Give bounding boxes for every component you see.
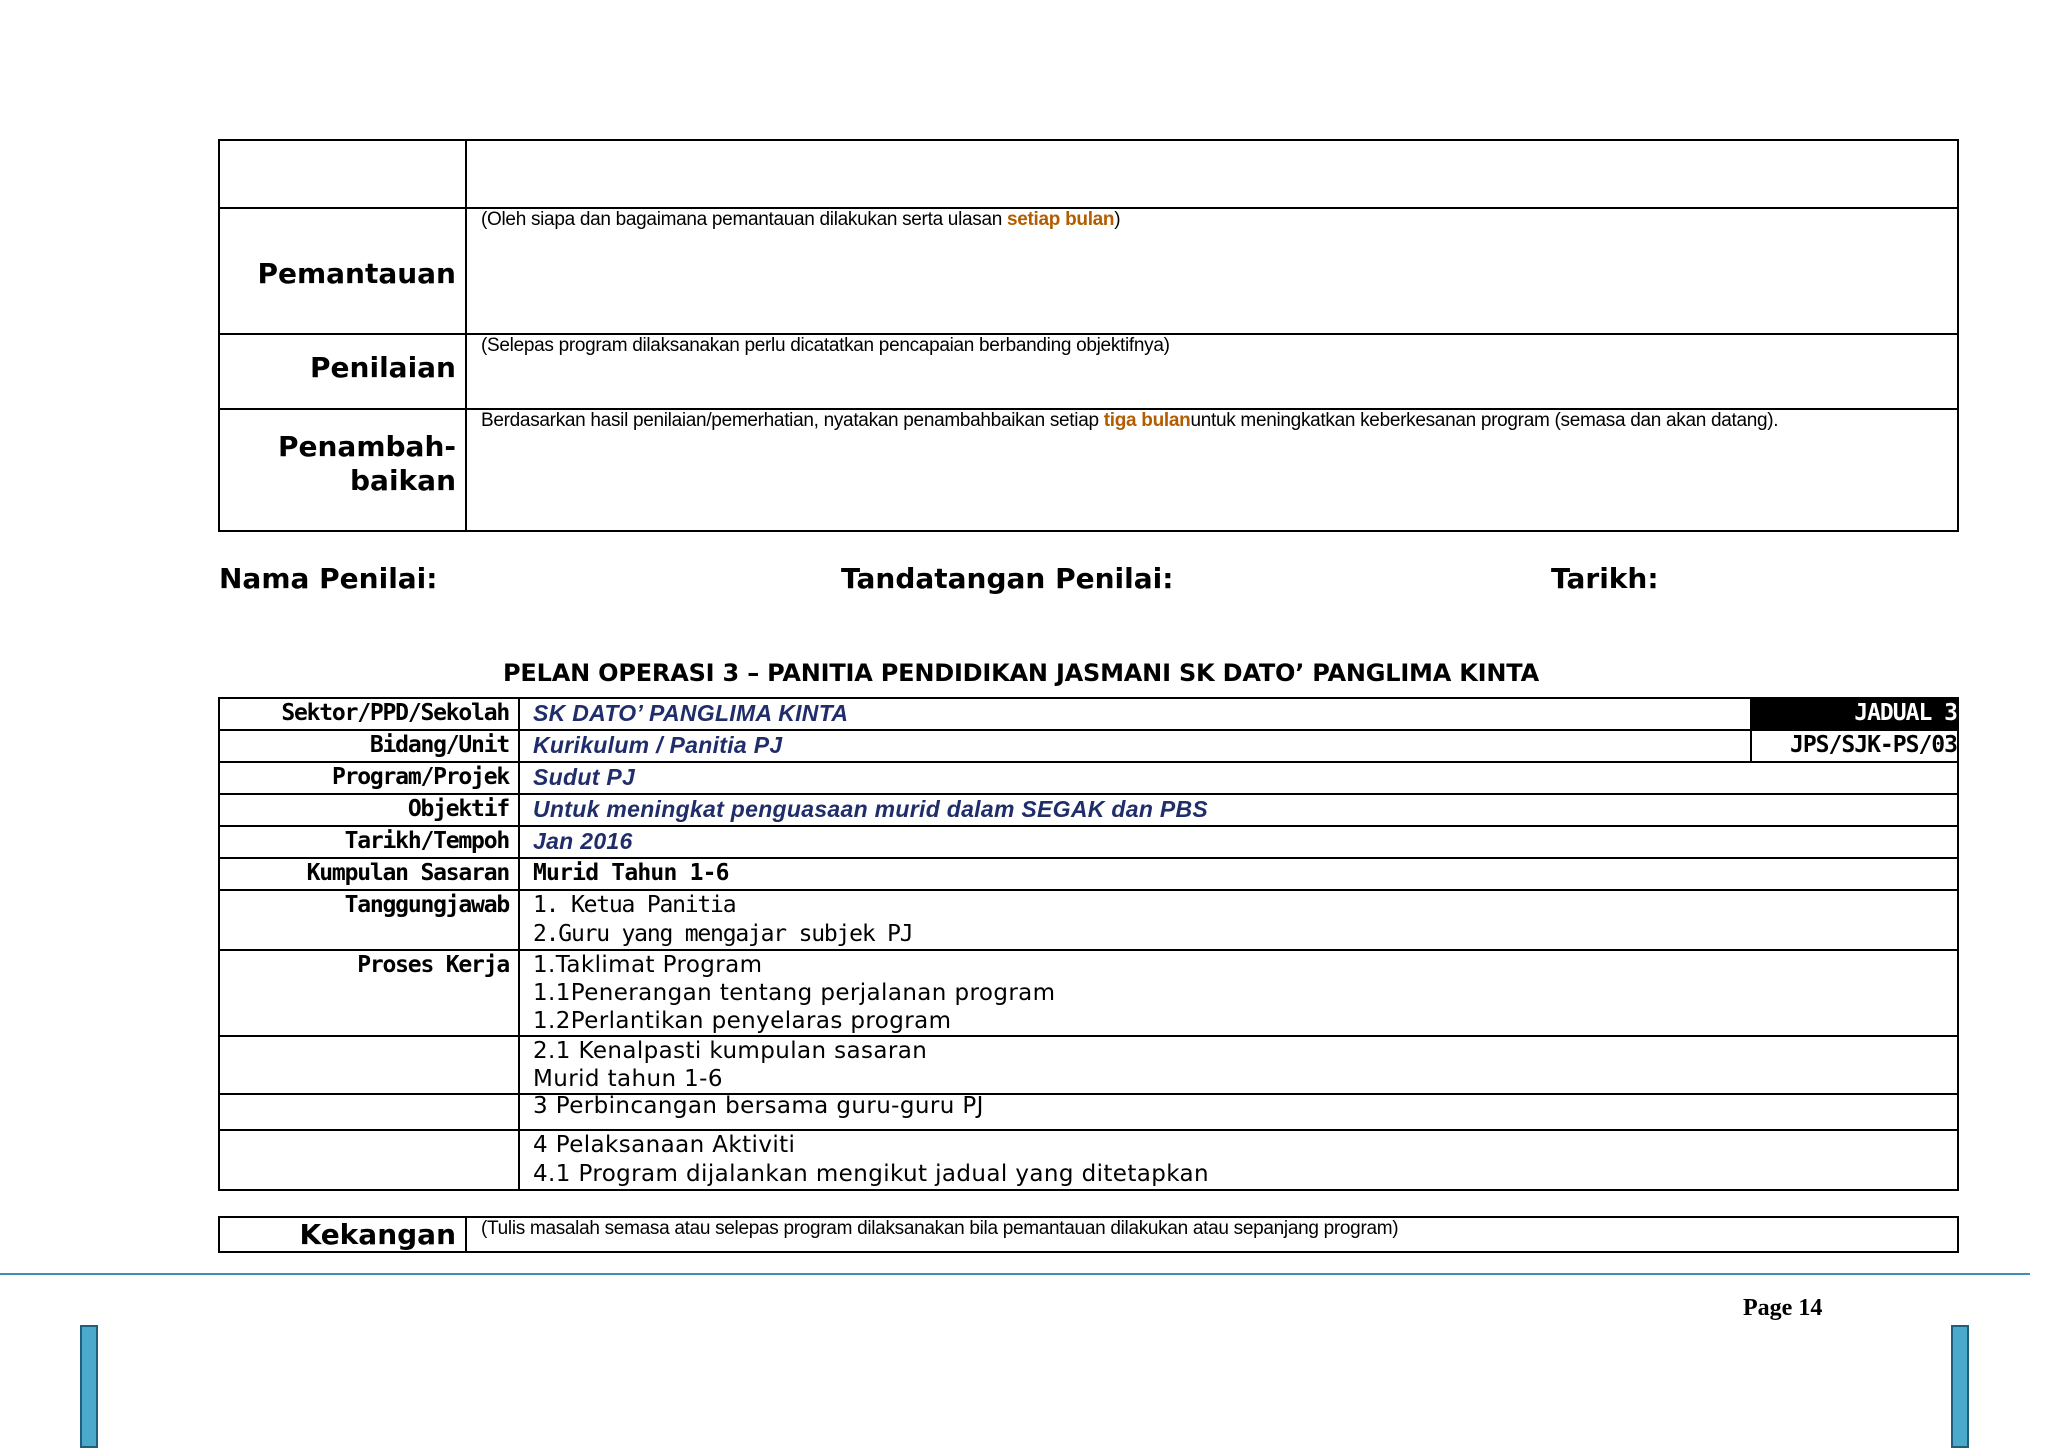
kekangan-table (218, 1216, 1959, 1253)
program-value: Sudut PJ (519, 762, 1958, 794)
pemantauan-note (466, 208, 1958, 334)
proses-block-4 (519, 1130, 1958, 1190)
pemantauan-note-text: (Oleh siapa dan bagaimana pemantauan dilakukan serta ulasan (481, 209, 1007, 230)
nama-penilai-label: Nama Penilai: (219, 562, 438, 595)
proses-line: 3 Perbincangan bersama guru-guru PJ (533, 1093, 984, 1119)
left-side-bar (80, 1325, 98, 1448)
right-side-bar (1951, 1325, 1969, 1448)
empty-content-cell (466, 140, 1958, 208)
form-code: JPS/SJK-PS/03 (1751, 730, 1958, 762)
jadual-badge: JADUAL 3 (1751, 698, 1958, 730)
tarikh-label: Tarikh: (1551, 562, 1659, 595)
empty-label-cell (219, 140, 466, 208)
empty-label-cell (219, 1094, 519, 1130)
proses-block-2 (519, 1036, 1958, 1094)
penambahbaikan-note-end: untuk meningkatkan keberkesanan program (semasa dan akan datang). (1190, 410, 1779, 431)
tarikh-tempoh-value: Jan 2016 (519, 826, 1958, 858)
penambahbaikan-note-highlight: tiga bulan (1103, 410, 1191, 431)
pemantauan-note-highlight: setiap bulan (1006, 209, 1115, 230)
kekangan-note: (Tulis masalah semasa atau selepas program dilaksanakan bila pemantauan dilakukan atau sepanjang program) (466, 1217, 1958, 1252)
proses-line: 1.Taklimat Program (533, 952, 763, 978)
pemantauan-note-end: ) (1114, 209, 1121, 230)
tandatangan-penilai-label: Tandatangan Penilai: (841, 562, 1174, 595)
empty-label-cell (219, 1130, 519, 1190)
proses-line: 4 Pelaksanaan Aktiviti (533, 1132, 796, 1158)
proses-line: 1.2Perlantikan penyelaras program (533, 1008, 952, 1034)
pemantauan-label: Pemantauan (219, 208, 466, 334)
empty-label-cell (219, 1036, 519, 1094)
objektif-label: Objektif (219, 794, 519, 826)
penambahbaikan-label-line1: Penambah- (277, 430, 456, 463)
proses-line: Murid tahun 1-6 (533, 1066, 723, 1092)
penambahbaikan-note-text: Berdasarkan hasil penilaian/pemerhatian, nyatakan penambahbaikan setiap (481, 410, 1104, 431)
proses-block-3 (519, 1094, 1958, 1130)
proses-line: 2.1 Kenalpasti kumpulan sasaran (533, 1038, 928, 1064)
tanggungjawab-line1: 1. Ketua Panitia (533, 892, 736, 918)
plan-title-text: PELAN OPERASI 3 – PANITIA PENDIDIKAN JASMANI SK DATO’ PANGLIMA KINTA (503, 659, 1539, 687)
tanggungjawab-value (519, 890, 1958, 950)
objektif-value: Untuk meningkat penguasaan murid dalam SEGAK dan PBS (519, 794, 1958, 826)
tanggungjawab-label: Tanggungjawab (219, 890, 519, 950)
proses-line: 1.1Penerangan tentang perjalanan program (533, 980, 1056, 1006)
tanggungjawab-line2: 2.Guru yang mengajar subjek PJ (533, 921, 913, 947)
page-number: Page 14 (1743, 1295, 1823, 1321)
bidang-value: Kurikulum / Panitia PJ (519, 730, 1751, 762)
monitoring-table (218, 139, 1959, 532)
proses-kerja-label: Proses Kerja (219, 950, 519, 1036)
penambahbaikan-note (466, 409, 1958, 531)
proses-line: 4.1 Program dijalankan mengikut jadual yang ditetapkan (533, 1161, 1210, 1187)
penambahbaikan-label-line2: baikan (350, 464, 456, 497)
penambahbaikan-label (219, 409, 466, 531)
penilaian-label: Penilaian (219, 334, 466, 409)
footer-rule (0, 1273, 2030, 1275)
plan-table (218, 697, 1959, 1191)
sektor-label: Sektor/PPD/Sekolah (219, 698, 519, 730)
plan-title (0, 659, 2048, 687)
tarikh-tempoh-label: Tarikh/Tempoh (219, 826, 519, 858)
kekangan-label: Kekangan (219, 1217, 466, 1252)
kumpulan-value: Murid Tahun 1-6 (519, 858, 1958, 890)
kumpulan-label: Kumpulan Sasaran (219, 858, 519, 890)
program-label: Program/Projek (219, 762, 519, 794)
proses-block-1 (519, 950, 1958, 1036)
bidang-label: Bidang/Unit (219, 730, 519, 762)
sektor-value: SK DATO’ PANGLIMA KINTA (519, 698, 1751, 730)
penilaian-note: (Selepas program dilaksanakan perlu dicatatkan pencapaian berbanding objektifnya) (466, 334, 1958, 409)
